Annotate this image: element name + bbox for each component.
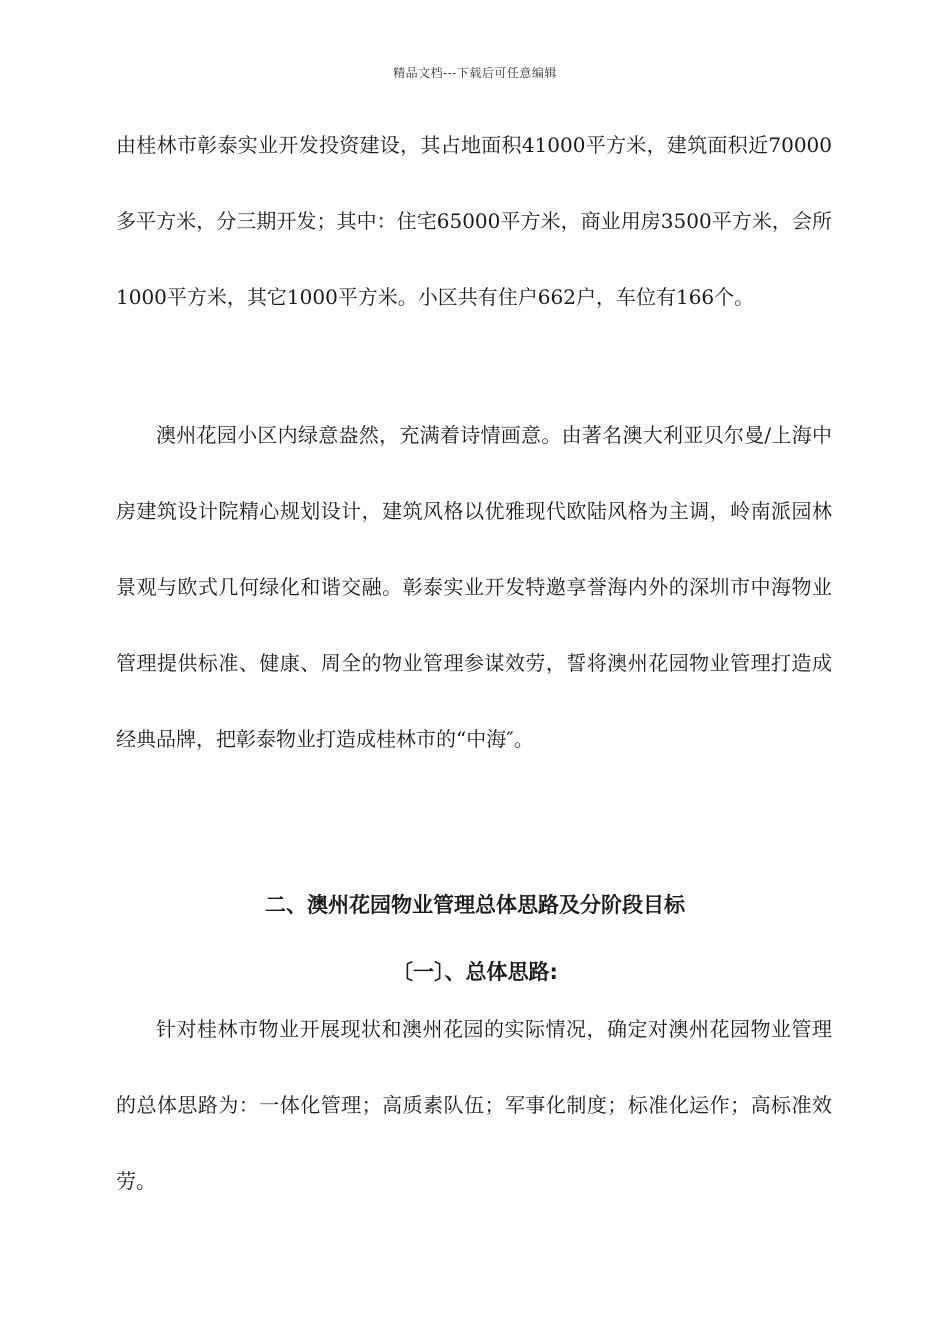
page-header: 精品文档---下载后可任意编辑 [393,66,557,80]
paragraph-garden-description: 澳州花园小区内绿意盎然，充满着诗情画意。由著名澳大利亚贝尔曼/上海中房建筑设计院精心规划设计，建筑风格以优雅现代欧陆风格为主调，岭南派园林景观与欧式几何绿化和谐交融。彰泰实业开发特邀享誉海内外的深圳市中海物业管理提供标准、健康、周全的物业管理参谋效劳，誓将澳州花园物业管理打造成经典品牌，把彰泰物业打造成桂林市的“中海″。 [116,423,832,751]
subsection-heading: 〔一〕、总体思路: [392,960,558,984]
paragraph-project-overview: 由桂林市彰泰实业开发投资建设，其占地面积41000平方米，建筑面积近70000多平方米，分三期开发；其中：住宅65000平方米，商业用房3500平方米，会所1000平方米，其它1000平方米。小区共有住户662户，车位有166个。 [116,133,832,309]
paragraph-overall-approach: 针对桂林市物业开展现状和澳州花园的实际情况，确定对澳州花园物业管理的总体思路为：一体化管理；高质素队伍；军事化制度；标准化运作；高标准效劳。 [116,1017,832,1193]
section-heading: 二、澳州花园物业管理总体思路及分阶段目标 [265,893,685,917]
